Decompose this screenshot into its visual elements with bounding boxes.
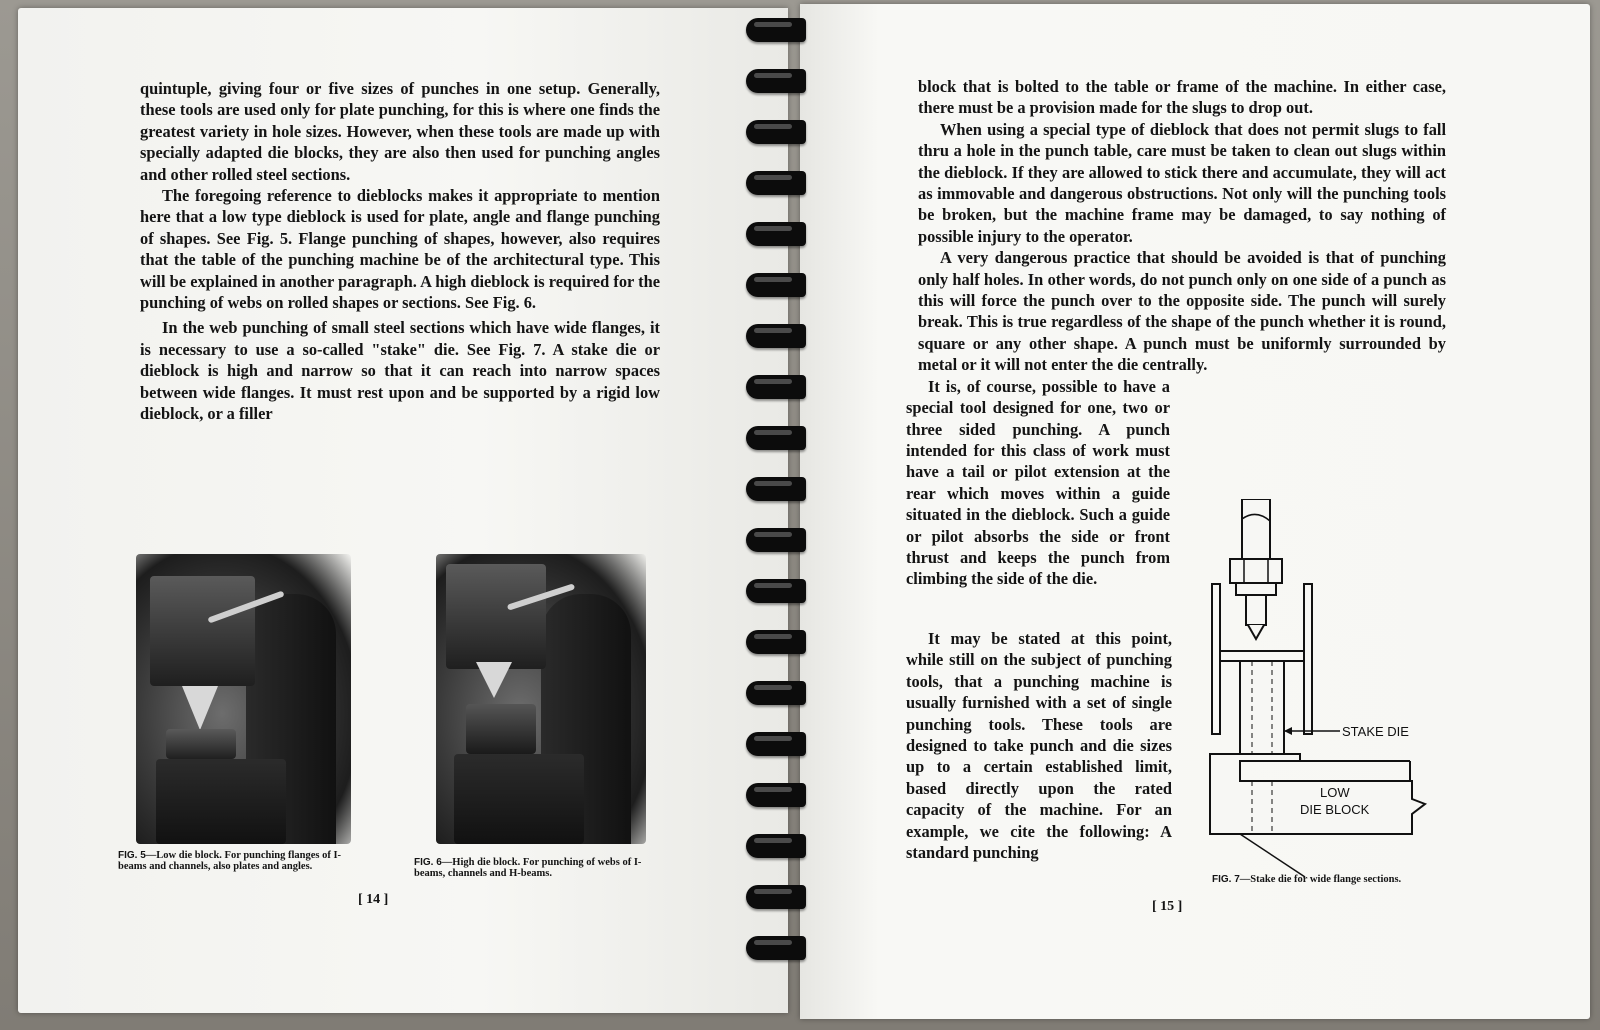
paragraph: When using a special type of dieblock that does not permit slugs to fall thru a hole in the punch table, care must be taken to clean out slugs within the dieblock. If they are allowed to stick there and accumulate, they will act as immovable and dangerous obstructions. Not only will the punching tools be broken, but the machine frame may be damaged, to say nothing of possible injury to the operator. <box>918 119 1446 246</box>
binding-coil <box>746 732 806 756</box>
fig6-caption <box>414 857 648 879</box>
fig6-photo-high-die-block <box>436 554 646 844</box>
fig5-label: FIG. 5 <box>118 850 146 861</box>
paragraph: block that is bolted to the table or frame of the machine. In either case, there must be a provision made for the slugs to drop out. <box>918 77 1446 118</box>
die-block-label: DIE BLOCK <box>1300 802 1370 817</box>
low-label: LOW <box>1320 785 1350 800</box>
paragraph: In the web punching of small steel sections which have wide flanges, it is necessary to use a so-called "stake" die. See Fig. 7. A stake die or dieblock is high and narrow so that it can reach into narrow spaces between wide flanges. It must rest upon and be supported by a rigid low dieblock, or a filler <box>140 318 660 424</box>
paragraph: The foregoing reference to dieblocks makes it appropriate to mention here that a low type dieblock is used for plate, angle and flange punching of shapes. See Fig. 5. Flange punching of shapes, however, also requires that the table of the punching machine be of the architectural type. This will be explained in another paragraph. A high dieblock is required for the punching of webs on rolled shapes or sections. See Fig. 6. <box>140 186 660 313</box>
stake-die-label: STAKE DIE <box>1342 724 1409 739</box>
fig6-caption-text: —High die block. For punching of webs of I-beams, channels and H-beams. <box>414 857 642 879</box>
binding-coil <box>746 120 806 144</box>
fig7-caption <box>1212 874 1462 885</box>
binding-coil <box>746 783 806 807</box>
binding-coil <box>746 171 806 195</box>
page-number-right: [ 15 ] <box>1152 899 1183 914</box>
paragraph: It may be stated at this point, while still on the subject of punching tools, that a punching machine is usually furnished with a set of single punching tools. These tools are designed to take punch and die sizes up to a certain established limit, based directly upon the rated capacity of the machine. For an example, we cite the following: A standard punching <box>906 629 1172 863</box>
paragraph: A very dangerous practice that should be avoided is that of punching only half holes. In other words, do not punch only on one side of a punch as this will force the punch over to the opposite side. The punch will surely break. This is true regardless of the shape of the punch whether it is round, square or any other shape. A punch must be uniformly surrounded by metal or it will not enter the die centrally. <box>918 248 1446 375</box>
binding-coil <box>746 69 806 93</box>
binding-coil <box>746 681 806 705</box>
binding-coil <box>746 273 806 297</box>
stake-die-drawing <box>1200 499 1450 879</box>
binding-coil <box>746 18 806 42</box>
binding-coil <box>746 324 806 348</box>
binding-coil <box>746 222 806 246</box>
binding-coil <box>746 630 806 654</box>
fig7-label: FIG. 7 <box>1212 874 1240 885</box>
left-body-text <box>140 78 660 425</box>
fig7-caption-text: —Stake die for wide flange sections. <box>1239 874 1402 885</box>
binding-coil <box>746 375 806 399</box>
binding-coil <box>746 579 806 603</box>
page-number-left: [ 14 ] <box>358 892 389 907</box>
fig7-stake-die-diagram <box>1200 499 1450 879</box>
binding-coil <box>746 936 806 960</box>
left-page <box>18 8 788 1013</box>
binding-coil <box>746 885 806 909</box>
paragraph: It is, of course, possible to have a special tool designed for one, two or three sided punching. A punch intended for this class of work must have a tail or pilot extension at the rear which moves within a guide situated in the dieblock. Such a guide or pilot absorbs the side or front thrust and keeps the punch from climbing the side of the die. <box>906 376 1170 589</box>
fig5-caption <box>118 850 358 872</box>
binding-coil <box>746 426 806 450</box>
fig6-label: FIG. 6 <box>414 857 442 868</box>
right-page <box>800 4 1590 1019</box>
fig5-caption-text: —Low die block. For punching flanges of I-beams and channels, also plates and angles. <box>118 850 342 872</box>
binding-coil <box>746 477 806 501</box>
spiral-binding <box>738 18 818 998</box>
binding-coil <box>746 528 806 552</box>
binding-coil <box>746 834 806 858</box>
right-narrow-text <box>906 628 1172 863</box>
paragraph: quintuple, giving four or five sizes of punches in one setup. Generally, these tools are used only for plate punching, for this is where one finds the greatest variety in hole sizes. However, when these tools are made up with specially adapted die blocks, they are also then used for punching angles and other rolled steel sections. <box>140 79 660 184</box>
fig5-photo-low-die-block <box>136 554 351 844</box>
